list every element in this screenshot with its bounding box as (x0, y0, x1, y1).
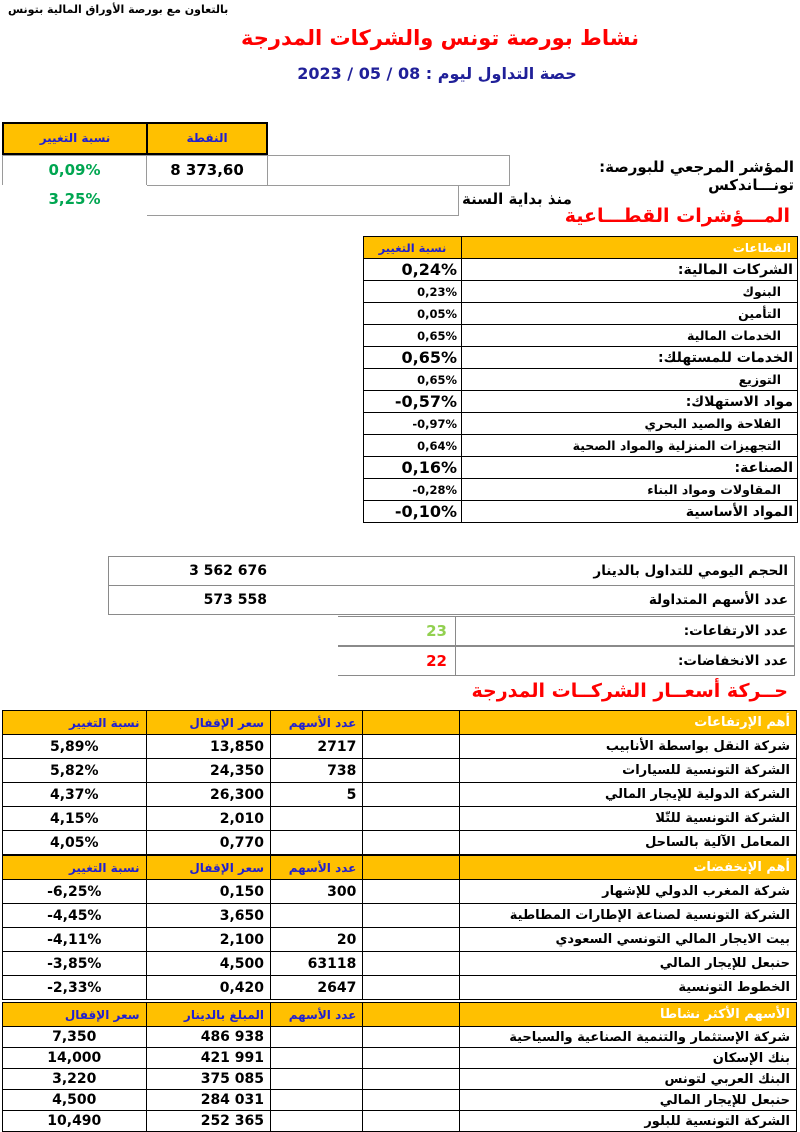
company-name-cell: البنك العربي لتونس (459, 1069, 796, 1090)
sector-name-cell: المواد الأساسية (462, 501, 798, 523)
sector-row (364, 259, 798, 281)
losers-title: أهم الإنخفضات (459, 856, 796, 880)
change-percent-cell: 5,89% (3, 735, 147, 759)
sector-row (364, 281, 798, 303)
sector-row (364, 435, 798, 457)
sector-table (363, 236, 798, 523)
table-row (3, 952, 797, 976)
empty-cell (363, 759, 459, 783)
page-title: نشاط بورصة تونس والشركات المدرجة (240, 26, 639, 50)
index-empty-cell (267, 155, 510, 186)
close-price-cell: 10,490 (3, 1111, 147, 1132)
cooperation-note: بالتعاون مع بورصة الأوراق المالية بتونس (8, 3, 229, 16)
amount-dinar-cell: 375 085 (146, 1069, 270, 1090)
empty-cell (363, 928, 459, 952)
empty-cell (363, 976, 459, 1000)
shares-cell: 20 (271, 928, 363, 952)
sector-row (364, 303, 798, 325)
sector-row (364, 479, 798, 501)
sector-row (364, 413, 798, 435)
company-name-cell: شركة المغرب الدولي للإشهار (459, 880, 796, 904)
table-row (3, 1090, 797, 1111)
company-name-cell: الشركة التونسية للبلور (459, 1111, 796, 1132)
most-active-header-row (3, 1003, 797, 1027)
amount-dinar-cell: 284 031 (146, 1090, 270, 1111)
sector-change-cell: 0,23% (364, 281, 462, 303)
table-row (3, 928, 797, 952)
sector-name-cell: الفلاحة والصيد البحري (462, 413, 798, 435)
sector-row (364, 501, 798, 523)
empty-cell (363, 1027, 459, 1048)
company-name-cell: بنك الإسكان (459, 1048, 796, 1069)
company-name-cell: الشركة التونسية للسيارات (459, 759, 796, 783)
company-name-cell: الشركة الدولية للإيجار المالي (459, 783, 796, 807)
shares-cell (271, 831, 363, 855)
sector-row (364, 325, 798, 347)
losers-table (2, 855, 797, 1000)
sector-name-cell: التوزيع (462, 369, 798, 391)
close-price-cell: 0,420 (146, 976, 270, 1000)
session-date: حصة التداول ليوم : 08 / 05 / 2023 (297, 64, 577, 83)
empty-cell (363, 735, 459, 759)
traded-shares-value: 573 558 (203, 592, 267, 608)
table-row (3, 735, 797, 759)
sector-change-cell: 0,65% (364, 325, 462, 347)
gainers-table (2, 710, 797, 855)
company-name-cell: بيت الايجار المالي التونسي السعودي (459, 928, 796, 952)
empty-cell (363, 783, 459, 807)
sector-row (364, 391, 798, 413)
shares-cell: 300 (271, 880, 363, 904)
traded-shares-label: عدد الأسهم المتداولة (648, 592, 788, 608)
company-name-cell: شركة الإستثمار والتنمية الصناعية والسياحية (459, 1027, 796, 1048)
shares-cell (271, 1111, 363, 1132)
sector-row (364, 369, 798, 391)
company-name-cell: الخطوط التونسية (459, 976, 796, 1000)
gainers-header-empty (363, 711, 459, 735)
most-active-header-close: سعر الإقفال (3, 1003, 147, 1027)
losers-header-change: نسبة التغيير (3, 856, 147, 880)
daily-volume-label: الحجم اليومي للتداول بالدينار (593, 563, 788, 579)
sector-name-cell: التأمين (462, 303, 798, 325)
change-percent-cell: 4,37% (3, 783, 147, 807)
close-price-cell: 13,850 (146, 735, 270, 759)
change-percent-cell: -2,33% (3, 976, 147, 1000)
amount-dinar-cell: 486 938 (146, 1027, 270, 1048)
index-point-value: 8 373,60 (146, 155, 268, 186)
table-row (3, 1048, 797, 1069)
sector-change-cell: -0,57% (364, 391, 462, 413)
close-price-cell: 2,010 (146, 807, 270, 831)
company-name-cell: الشركة التونسية للتّلا (459, 807, 796, 831)
shares-cell (271, 1069, 363, 1090)
company-name-cell: حنبعل للإيجار المالي (459, 952, 796, 976)
empty-cell (363, 1048, 459, 1069)
sector-change-cell: 0,64% (364, 435, 462, 457)
table-row (3, 1069, 797, 1090)
empty-cell (363, 1090, 459, 1111)
table-row (3, 759, 797, 783)
sector-change-cell: 0,65% (364, 369, 462, 391)
company-name-cell: شركة النقل بواسطة الأنابيب (459, 735, 796, 759)
advancers-count: 23 (338, 616, 455, 646)
sector-change-cell: 0,24% (364, 259, 462, 281)
close-price-cell: 4,500 (3, 1090, 147, 1111)
shares-cell: 63118 (271, 952, 363, 976)
daily-volume-row (108, 556, 795, 586)
sector-name-cell: التجهيزات المنزلية والمواد الصحية (462, 435, 798, 457)
gainers-header-shares: عدد الأسهم (271, 711, 363, 735)
change-percent-cell: -3,85% (3, 952, 147, 976)
losers-header-empty (363, 856, 459, 880)
shares-cell: 2717 (271, 735, 363, 759)
close-price-cell: 2,100 (146, 928, 270, 952)
empty-cell (363, 1069, 459, 1090)
close-price-cell: 14,000 (3, 1048, 147, 1069)
index-header-change: نسبة التغيير (2, 122, 148, 155)
shares-cell (271, 1090, 363, 1111)
sector-name-cell: البنوك (462, 281, 798, 303)
sector-header-row (364, 237, 798, 259)
sector-change-cell: 0,65% (364, 347, 462, 369)
table-row (3, 831, 797, 855)
sector-row (364, 457, 798, 479)
close-price-cell: 0,770 (146, 831, 270, 855)
sector-name-cell: الخدمات المالية (462, 325, 798, 347)
decliners-label: عدد الانخفاضات: (455, 646, 795, 676)
table-row (3, 807, 797, 831)
sector-change-cell: -0,10% (364, 501, 462, 523)
empty-cell (363, 880, 459, 904)
close-price-cell: 0,150 (146, 880, 270, 904)
gainers-title: أهم الإرتفاعات (459, 711, 796, 735)
shares-cell (271, 904, 363, 928)
sector-heading: المـــؤشرات القطـــاعية (564, 205, 790, 227)
traded-shares-row (108, 585, 795, 615)
index-header-point: النقطة (146, 122, 268, 155)
ytd-change-value: 3,25% (2, 185, 147, 216)
shares-cell: 2647 (271, 976, 363, 1000)
shares-cell (271, 807, 363, 831)
close-price-cell: 24,350 (146, 759, 270, 783)
close-price-cell: 3,650 (146, 904, 270, 928)
company-name-cell: حنبعل للإيجار المالي (459, 1090, 796, 1111)
change-percent-cell: 4,15% (3, 807, 147, 831)
most-active-header-amount: المبلغ بالدينار (146, 1003, 270, 1027)
sector-name-cell: مواد الاستهلاك: (462, 391, 798, 413)
close-price-cell: 26,300 (146, 783, 270, 807)
losers-header-shares: عدد الأسهم (271, 856, 363, 880)
sector-row (364, 347, 798, 369)
table-row (3, 904, 797, 928)
change-percent-cell: -4,45% (3, 904, 147, 928)
shares-cell (271, 1048, 363, 1069)
ytd-row-label: منذ بداية السنة (462, 190, 572, 208)
table-row (3, 976, 797, 1000)
gainers-header-close: سعر الإقفال (146, 711, 270, 735)
close-price-cell: 3,220 (3, 1069, 147, 1090)
table-row (3, 1111, 797, 1132)
table-row (3, 880, 797, 904)
gainers-header-row (3, 711, 797, 735)
sector-name-cell: الصناعة: (462, 457, 798, 479)
amount-dinar-cell: 421 991 (146, 1048, 270, 1069)
daily-volume-value: 3 562 676 (189, 563, 267, 579)
sector-header-change: نسبة التغيير (364, 237, 462, 259)
movers-heading: حــركة أسعــار الشركــات المدرجة (471, 680, 788, 702)
table-row (3, 783, 797, 807)
most-active-table (2, 1002, 797, 1132)
most-active-title: الأسهم الأكثر نشاطا (459, 1003, 796, 1027)
losers-header-row (3, 856, 797, 880)
table-row (3, 1027, 797, 1048)
shares-cell (271, 1027, 363, 1048)
empty-cell (363, 904, 459, 928)
most-active-header-empty (363, 1003, 459, 1027)
close-price-cell: 4,500 (146, 952, 270, 976)
sector-name-cell: الشركات المالية: (462, 259, 798, 281)
sector-header-name: القطاعات (462, 237, 798, 259)
change-percent-cell: 5,82% (3, 759, 147, 783)
amount-dinar-cell: 252 365 (146, 1111, 270, 1132)
empty-cell (363, 831, 459, 855)
advancers-label: عدد الارتفاعات: (455, 616, 795, 646)
change-percent-cell: -6,25% (3, 880, 147, 904)
change-percent-cell: -4,11% (3, 928, 147, 952)
losers-header-close: سعر الإقفال (146, 856, 270, 880)
change-percent-cell: 4,05% (3, 831, 147, 855)
sector-change-cell: 0,16% (364, 457, 462, 479)
company-name-cell: المعامل الآلية بالساحل (459, 831, 796, 855)
sector-change-cell: -0,28% (364, 479, 462, 501)
sector-change-cell: 0,05% (364, 303, 462, 325)
most-active-header-shares: عدد الأسهم (271, 1003, 363, 1027)
shares-cell: 738 (271, 759, 363, 783)
shares-cell: 5 (271, 783, 363, 807)
close-price-cell: 7,350 (3, 1027, 147, 1048)
decliners-count: 22 (338, 646, 455, 676)
empty-cell (363, 1111, 459, 1132)
empty-cell (363, 952, 459, 976)
sector-change-cell: -0,97% (364, 413, 462, 435)
index-row-label: المؤشر المرجعي للبورصة: تونـــاندكس (599, 158, 794, 194)
company-name-cell: الشركة التونسية لصناعة الإطارات المطاطية (459, 904, 796, 928)
gainers-header-change: نسبة التغيير (3, 711, 147, 735)
sector-name-cell: المقاولات ومواد البناء (462, 479, 798, 501)
sector-name-cell: الخدمات للمستهلك: (462, 347, 798, 369)
index-change-value: 0,09% (2, 155, 147, 186)
empty-cell (363, 807, 459, 831)
